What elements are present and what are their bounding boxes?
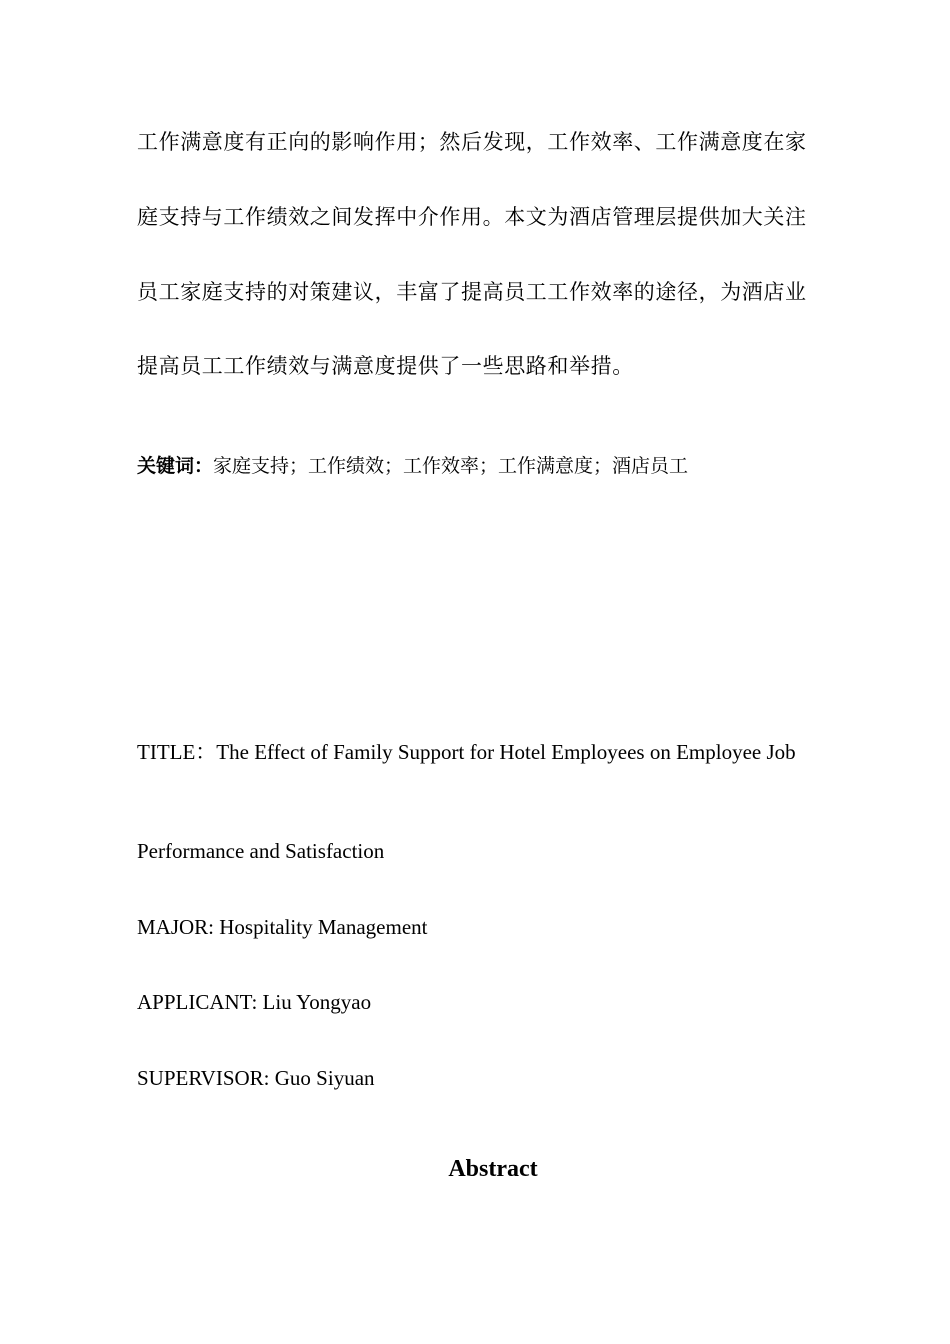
supervisor-line: SUPERVISOR: Guo Siyuan <box>137 1066 375 1090</box>
major-line: MAJOR: Hospitality Management <box>137 915 428 939</box>
title-line-2: Performance and Satisfaction <box>137 839 385 863</box>
title-line-1: TITLE：The Effect of Family Support for Hotel Employees on Employee Job <box>137 740 796 764</box>
keywords-text: 家庭支持；工作绩效；工作效率；工作满意度；酒店员工 <box>213 455 689 477</box>
applicant-line: APPLICANT: Liu Yongyao <box>137 990 372 1014</box>
keywords-label: 关键词： <box>137 455 214 477</box>
abstract-cn-line-2: 庭支持与工作绩效之间发挥中介作用。本文为酒店管理层提供加大关注 <box>137 205 807 229</box>
abstract-heading: Abstract <box>448 1156 538 1182</box>
keywords-line <box>137 452 849 480</box>
abstract-cn-line-3: 员工家庭支持的对策建议，丰富了提高员工工作效率的途径，为酒店业 <box>137 280 807 304</box>
abstract-cn-line-1: 工作满意度有正向的影响作用；然后发现，工作效率、工作满意度在家 <box>137 130 807 154</box>
abstract-cn-line-4: 提高员工工作绩效与满意度提供了一些思路和举措。 <box>137 354 634 378</box>
